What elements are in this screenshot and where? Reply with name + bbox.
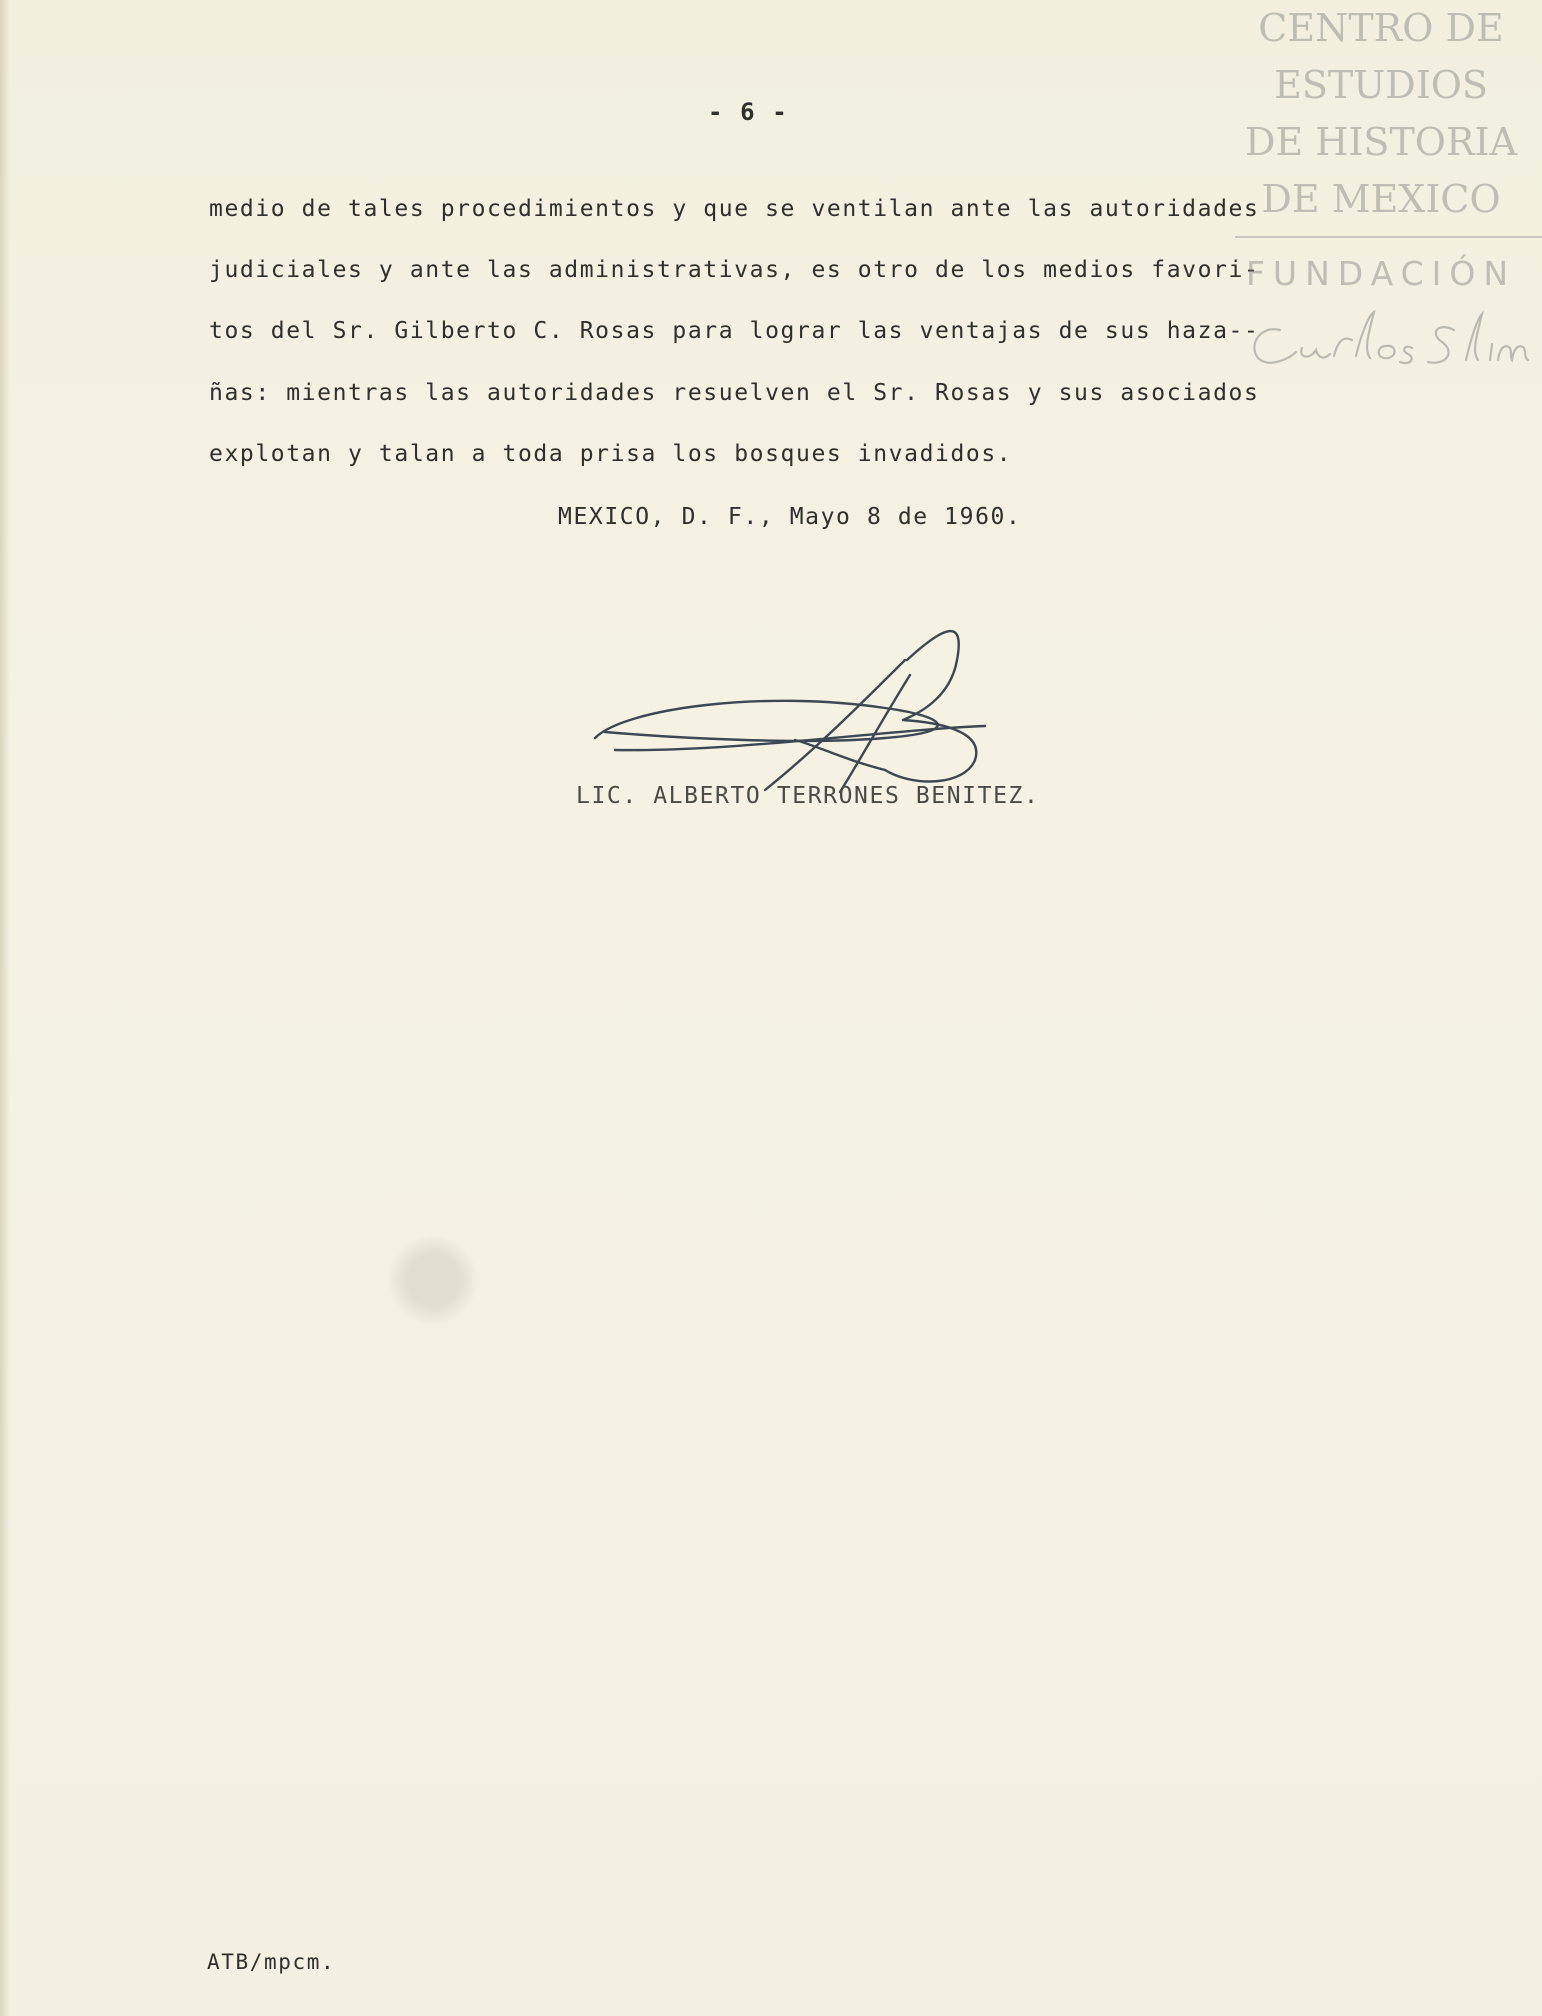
body-line-5: explotan y talan a toda prisa los bosques invadidos. (209, 441, 1013, 467)
watermark-line-2: ESTUDIOS (1274, 63, 1488, 107)
reference-initials: ATB/mpcm. (207, 1950, 336, 1974)
watermark-line-3: DE HISTORIA (1244, 120, 1518, 164)
date-line: MEXICO, D. F., Mayo 8 de 1960. (558, 504, 1022, 530)
page-number: - 6 - (708, 98, 789, 126)
body-line-2: judiciales y ante las administrativas, es otro de los medios favori- (209, 257, 1260, 283)
watermark-divider (1235, 236, 1542, 238)
page-edge-shadow (0, 0, 10, 2016)
watermark-fundacion: FUNDACIÓN (1245, 254, 1517, 293)
watermark-line-1: CENTRO DE (1258, 6, 1504, 50)
signatory-name: LIC. ALBERTO TERRONES BENITEZ. (576, 783, 1040, 809)
body-line-1: medio de tales procedimientos y que se ventilan ante las autoridades (209, 196, 1260, 222)
body-line-3: tos del Sr. Gilberto C. Rosas para lograr las ventajas de sus haza-- (209, 318, 1260, 344)
watermark-script-logo (1240, 300, 1530, 378)
watermark-line-4: DE MEXICO (1261, 177, 1501, 221)
body-line-4: ñas: mientras las autoridades resuelven el Sr. Rosas y sus asociados (209, 380, 1260, 406)
archive-watermark (1220, 0, 1542, 370)
